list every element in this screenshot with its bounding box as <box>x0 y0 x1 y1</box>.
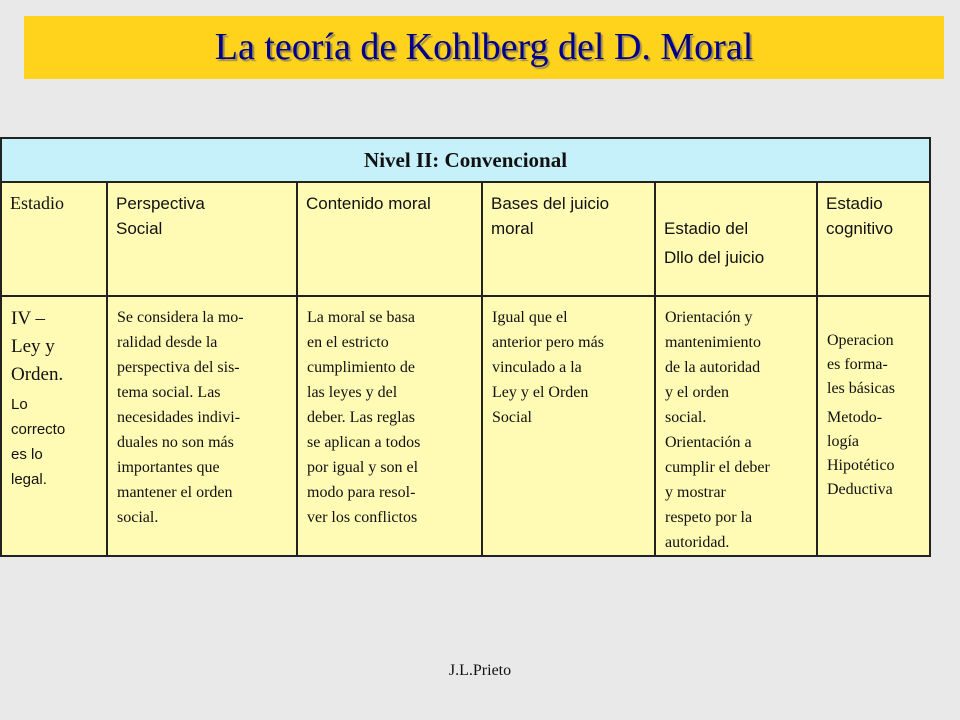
header-contenido-label: Contenido moral <box>306 194 431 213</box>
header-cognitivo-label: Estadio cognitivo <box>826 194 894 238</box>
header-perspectiva-label: Perspectiva Social <box>116 194 205 238</box>
header-bases-label: Bases del juicio moral <box>491 194 610 238</box>
cell-bases <box>482 296 655 556</box>
slide-footer: J.L.Prieto <box>448 662 512 679</box>
contenido-text: La moral se basa en el estricto cumplimiento de las leyes y del deber. Las reglas se aplican a todos por igual y son el modo para resol- ver los conflictos <box>307 309 421 526</box>
header-contenido <box>297 182 482 296</box>
kohlberg-table <box>0 137 931 557</box>
header-bases <box>482 182 655 296</box>
cell-perspectiva <box>107 296 297 556</box>
header-estadio-del-line1: Estadio del <box>664 219 749 238</box>
header-estadio-label: Estadio <box>10 193 64 213</box>
perspectiva-text: Se considera la mo- ralidad desde la perspectiva del sis- tema social. Las necesidades indivi- duales no son más importantes que mantener el orden social. <box>117 309 244 526</box>
slide-title: La teoría de Kohlberg del D. Moral <box>214 26 754 68</box>
table-row <box>1 296 930 556</box>
bases-text: Igual que el anterior pero más vinculado a la Ley y el Orden Social <box>492 309 604 426</box>
estadio-iv <box>2 297 106 492</box>
header-estadio-del <box>655 182 817 296</box>
cell-contenido <box>297 296 482 556</box>
cell-estadio-del <box>655 296 817 556</box>
header-estadio <box>1 182 107 296</box>
estadio-iv-main: IV – Ley y Orden. <box>11 308 64 385</box>
estadio-del-text: Orientación y mantenimiento de la autoridad y el orden social. Orientación a cumplir el deber y mostrar respeto por la autoridad. <box>665 309 770 551</box>
cell-estadio <box>1 296 107 556</box>
level-row <box>1 138 930 182</box>
header-estadio-del-line2: Dllo del juicio <box>664 248 765 267</box>
header-estadio-del-label <box>656 183 816 295</box>
estadio-iv-sub: Lo correcto es lo legal. <box>11 396 66 488</box>
header-cognitivo <box>817 182 930 296</box>
cognitivo-p1: Operacion es forma- les básicas <box>827 332 895 397</box>
title-banner <box>24 16 944 79</box>
cognitivo-p2: Metodo- logía Hipotético Deductiva <box>827 409 895 498</box>
header-perspectiva <box>107 182 297 296</box>
level-header-cell <box>1 138 930 182</box>
cell-cognitivo <box>817 296 930 556</box>
level-title: Nivel II: Convencional <box>364 148 568 172</box>
cognitivo-text <box>818 297 929 526</box>
table-header-row <box>1 182 930 296</box>
